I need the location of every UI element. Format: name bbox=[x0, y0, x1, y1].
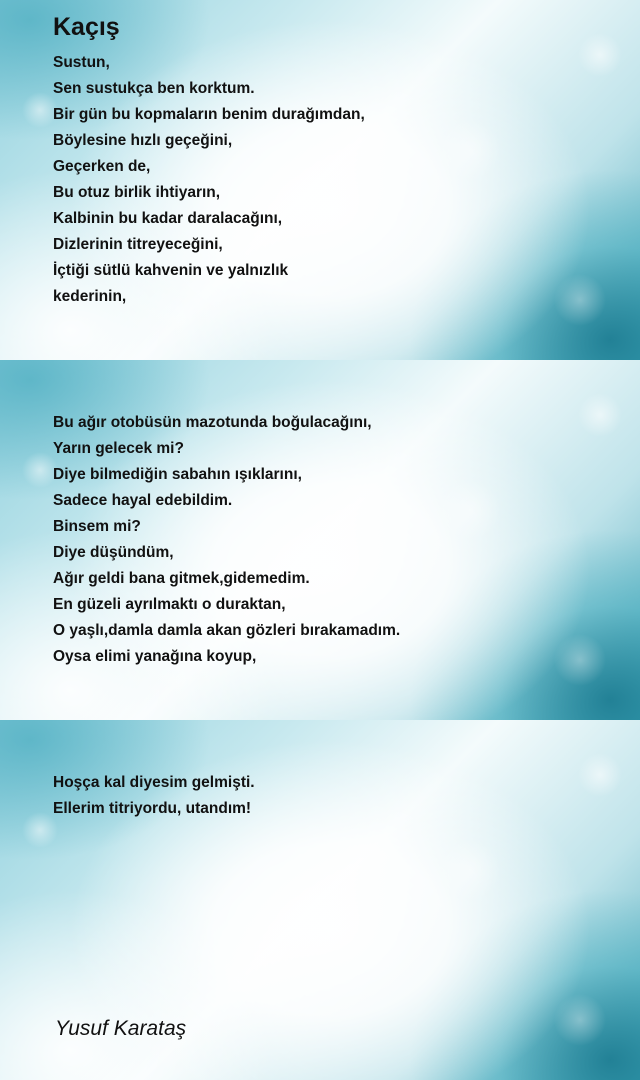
poem-line: Dizlerinin titreyeceğini, bbox=[53, 236, 223, 253]
poem-line: Sustun, bbox=[53, 54, 110, 71]
stanza-3 bbox=[53, 770, 255, 822]
poem-line: kederinin, bbox=[53, 288, 127, 305]
poem-line: Diye bilmediğin sabahın ışıklarını, bbox=[53, 466, 302, 483]
poem-line: Sen sustukça ben korktum. bbox=[53, 80, 255, 97]
poem-page-1 bbox=[0, 0, 640, 360]
poem-line: O yaşlı,damla damla akan gözleri bırakamadım. bbox=[53, 622, 401, 639]
poem-line: Binsem mi? bbox=[53, 518, 141, 535]
poem-line: Bu otuz birlik ihtiyarın, bbox=[53, 184, 221, 201]
poem-line: Böylesine hızlı geçeğini, bbox=[53, 132, 233, 149]
poem-title: Kaçış bbox=[53, 13, 120, 41]
poem-line: Yarın gelecek mi? bbox=[53, 440, 184, 457]
poem-line: Oysa elimi yanağına koyup, bbox=[53, 648, 257, 665]
poem-line: En güzeli ayrılmaktı o duraktan, bbox=[53, 596, 286, 613]
poem-line: Hoşça kal diyesim gelmişti. bbox=[53, 774, 255, 791]
poem-page-3 bbox=[0, 720, 640, 1080]
poem-author: Yusuf Karataş bbox=[55, 1017, 187, 1040]
poem-line: Ellerim titriyordu, utandım! bbox=[53, 800, 252, 817]
stanza-1 bbox=[53, 50, 365, 310]
poem-line: Bir gün bu kopmaların benim durağımdan, bbox=[53, 106, 365, 123]
poem-line: Ağır geldi bana gitmek,gidemedim. bbox=[53, 570, 310, 587]
stanza-2 bbox=[53, 410, 400, 670]
poem-line: İçtiği sütlü kahvenin ve yalnızlık bbox=[53, 262, 289, 279]
poem-line: Geçerken de, bbox=[53, 158, 151, 175]
poem-line: Kalbinin bu kadar daralacağını, bbox=[53, 210, 283, 227]
poem-line: Bu ağır otobüsün mazotunda boğulacağını, bbox=[53, 414, 372, 431]
poem-line: Diye düşündüm, bbox=[53, 544, 174, 561]
poem-line: Sadece hayal edebildim. bbox=[53, 492, 233, 509]
poem-page-2 bbox=[0, 360, 640, 720]
